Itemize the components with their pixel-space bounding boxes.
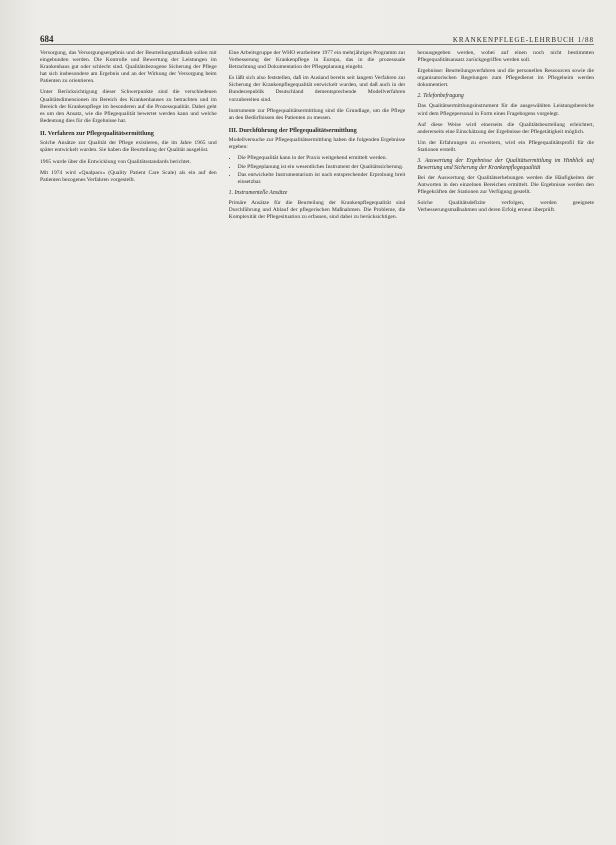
paragraph: herausgegeben werden, wobei auf einen noch nicht bestimmten Pflegequalitätsansatz zurückgegriffen werden soll.	[417, 50, 595, 64]
text-columns	[40, 50, 594, 835]
paragraph: Modellversuche zur Pflegequalitätsermittlung haben die folgenden Ergebnisse ergeben:	[228, 137, 406, 151]
subsection-heading: 3. Auswertung der Ergebnisse der Qualitätsermittlung im Hinblick auf Bewertung und Sicherung der Krankenpflegequalität	[417, 158, 595, 172]
paragraph: Es läßt sich also feststellen, daß im Ausland bereits seit langem Verfahren zur Sicherung der Krankenpflegequalität entwickelt wurden, und daß auch in der Bundesrepublik Deutschland dementsprechende Modellverfahren vorzubereiten sind.	[228, 75, 406, 103]
paragraph: Primäre Ansätze für die Beurteilung der Krankenpflegequalität sind Durchführung und Ablauf der pflegerischen Maßnahmen. Die Probleme, die Komplexität der Pflegesituation zu erfassen, sind dabei zu berücksichtigen.	[228, 199, 406, 220]
paragraph: Unter Berücksichtigung dieser Schwerpunkte sind die verschiedenen Qualitätsdimensionen im Bereich des Krankenhauses zu betrachten und im Bereich der Krankenpflege im besonderen auf die Prozessqualität. Dabei geht es um den Ansatz, wie die Pflegequalität bewertet werden kann und welche Bedeutung dies für die Ergebnisse hat.	[40, 89, 217, 124]
section-heading: III. Durchführung der Pflegequalitätsermittlung	[228, 126, 357, 134]
paragraph: Versorgung, das Versorgungsergebnis und der Beurteilungsmaßstab sollen mit eingebunden werden. Die Kontrolle und Bewertung der Leistungen im Krankenhaus gut oder schlecht sind. Qualitätsbezogene Sicherung der Pflege hat sich insbesondere am Ergebnis und an der Wirkung der Versorgung beim Patienten zu orientieren.	[40, 50, 217, 85]
list-item: • Das entwickelte Instrumentarium ist nach entsprechender Erprobung breit einsetzbar.	[238, 172, 406, 186]
page-number: 684	[40, 34, 54, 44]
column-1	[40, 50, 217, 835]
column-2	[229, 50, 406, 835]
list-item: • Die Pflegeplanung ist ein wesentliches Instrument der Qualitätssicherung.	[238, 164, 406, 171]
list-item: • Die Pflegequalität kann in der Praxis weitgehend ermittelt werden.	[238, 155, 406, 162]
paragraph: Um der Erfahrungen zu erweitern, wird ein Pflegequalitätsprofil für die Stationen erstellt.	[417, 139, 595, 153]
paragraph: Solche Ansätze zur Qualität der Pflege existieren, die im Jahre 1965 und später entwickelt wurden. Sie haben die Beurteilung der Qualität ausgelöst.	[40, 140, 217, 154]
paragraph: Ergebnisse: Beurteilungsverfahren und die personellen Ressourcen sowie die organisatorischen Regelungen zum Pflegedienst im Pflegeheim werden dokumentiert.	[417, 68, 595, 89]
paragraph: 1965 wurde über die Entwicklung von Qualitätsstandards berichtet.	[40, 158, 191, 165]
paragraph: Bei der Auswertung der Qualitätserhebungen werden die Häufigkeiten der Antworten in den einzelnen Bereichen ermittelt. Die Ergebnisse werden den Pflegekräften der Stationen zur Verfügung gestellt.	[417, 175, 595, 196]
column-3	[417, 50, 594, 835]
paragraph: Instrumente zur Pflegequalitätsermittlung sind die Grundlage, um die Pflege an den Bedürfnissen des Patienten zu messen.	[228, 107, 406, 121]
paragraph: Mit 1974 wird »Qualpacs« (Quality Patient Care Scale) als ein auf den Patienten bezogenes Verfahren vorgestellt.	[40, 169, 217, 183]
section-heading: II. Verfahren zur Pflegequalitätsermittlung	[40, 129, 154, 137]
subsection-heading: 2. Telefonbefragung	[417, 93, 464, 100]
paragraph: Auf diese Weise wird einerseits die Qualitätsbeurteilung erleichtert, andererseits eine Einschätzung der Ergebnisse der Pflegetätigkeit möglich.	[417, 121, 595, 135]
running-title: KRANKENPFLEGE-LEHRBUCH 1/88	[452, 36, 594, 44]
paragraph: Das Qualitätsermittlungsinstrument für die ausgewählten Leistungsbereiche wird dem Pflegepersonal in Form eines Fragebogens vorgelegt.	[417, 103, 595, 117]
subsection-heading: 1. Instrumentelle Ansätze	[228, 189, 288, 196]
paragraph: Eine Arbeitsgruppe der WHO erarbeitete 1977 ein mehrjähriges Programm zur Verbesserung der Krankenpflege in Europa, das in die prozessuale Betrachtung und Dokumentation der Pflegeplanung eingeht.	[228, 50, 406, 71]
page-header	[40, 30, 594, 45]
paragraph: Solche Qualitätsdefizite verfolgen, werden geeignete Verbesserungsmaßnahmen und deren Erfolg erneut überprüft.	[417, 200, 595, 214]
result-list	[229, 155, 406, 185]
